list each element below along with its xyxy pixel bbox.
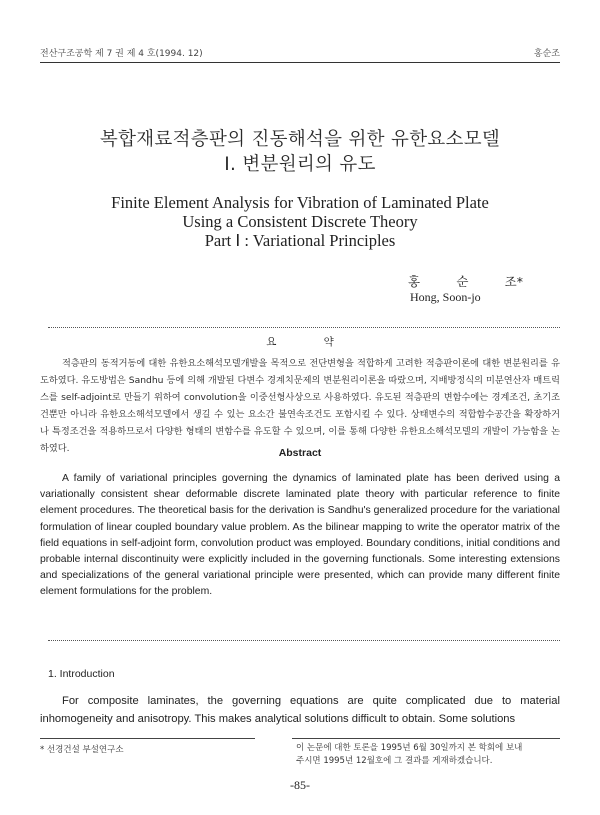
korean-abstract-heading: 요 약 (266, 336, 356, 348)
korean-title-line-1: 복합재료적층판의 진동해석을 위한 유한요소모델 (99, 129, 501, 150)
english-title-line-2: Using a Consistent Discrete Theory (182, 212, 418, 231)
korean-abstract-text: 적층판의 동적거동에 대한 유한요소해석모델개발을 목적으로 전단변형을 적합하게 고려한 적층판이론에 대한 변분원리를 유도하였다. 유도방법은 Sandhu 등에 의해 개발된 다변수 경계치문제의 변분원리이론을 따랐으며, 지배방정식의 미분연산자 매트릭스를 self-adjoint로 만들기 위하여 convolution을 이중선형사상으로 사용하였다. 유도된 적층판의 변함수에는 경계조건, 초기조건뿐만 아니라 유한요소해석모델에서 생길 수 있는 요소간 불연속조건도 포함시킬 수 있다. 상태변수의 적합함수공간을 확장하거나 특정조건을 적용하므로서 다양한 형태의 변함수를 유도할 수 있으며, 이를 통해 다양한 유한요소해석모델의 개발이 가능함을 논하였다. (40, 358, 560, 454)
english-title-line-3: Part Ⅰ : Variational Principles (204, 231, 396, 250)
page-number: -85- (290, 778, 310, 792)
author-char-3: 조* (504, 274, 523, 289)
english-abstract-text: A family of variational principles governing the dynamics of laminated plate has been derived using a variationally consistent shear deformable discrete laminated plate theory with particular reference to finite element procedures. The theoretical basis for the derivation is Sandhu's generalized procedure for the variational formulation of linear coupled boundary value problem. As the bilinear mapping to write the operator matrix of the field equations in self-adjoint form, convolution product was employed. Boundary conditions, initial conditions and probable internal discontinuity were explicitly included in the governing functionals. Some interesting extensions and specializations of the general variational principle were presented, which can provide many different finite element formulations for the problem. (40, 473, 560, 598)
korean-title-line-2: Ⅰ. 변분원리의 유도 (224, 154, 376, 175)
author-char-1: 홍 (408, 274, 421, 289)
english-title-line-1: Finite Element Analysis for Vibration of Laminated Plate (111, 193, 489, 212)
author-english: Hong, Soon-jo (410, 290, 481, 304)
abstract-top-rule (48, 327, 560, 328)
discussion-line-2: 주시면 1995년 12월호에 그 결과를 게재하겠습니다. (296, 756, 493, 766)
introduction-text: For composite laminates, the governing equations are quite complicated due to material inhomogeneity and anisotropy. This makes analytical solutions difficult to obtain. Some solutions (40, 695, 560, 725)
discussion-footnote (296, 742, 560, 768)
running-author: 홍순조 (533, 49, 560, 59)
author-char-2: 순 (456, 274, 469, 289)
introduction-heading: 1. Introduction (48, 668, 115, 680)
english-abstract-heading: Abstract (278, 447, 322, 459)
discussion-line-1: 이 논문에 대한 토론을 1995년 6월 30일까지 본 학회에 보내 (296, 743, 523, 753)
affiliation-footnote: * 선경건설 부설연구소 (40, 745, 124, 755)
header-rule (40, 62, 560, 63)
footnote-rule-right (292, 738, 560, 739)
footnote-rule-left (40, 738, 255, 739)
abstract-bottom-rule (48, 640, 560, 641)
author-korean (408, 272, 523, 290)
journal-citation: 전산구조공학 제 7 권 제 4 호(1994. 12) (40, 49, 203, 59)
